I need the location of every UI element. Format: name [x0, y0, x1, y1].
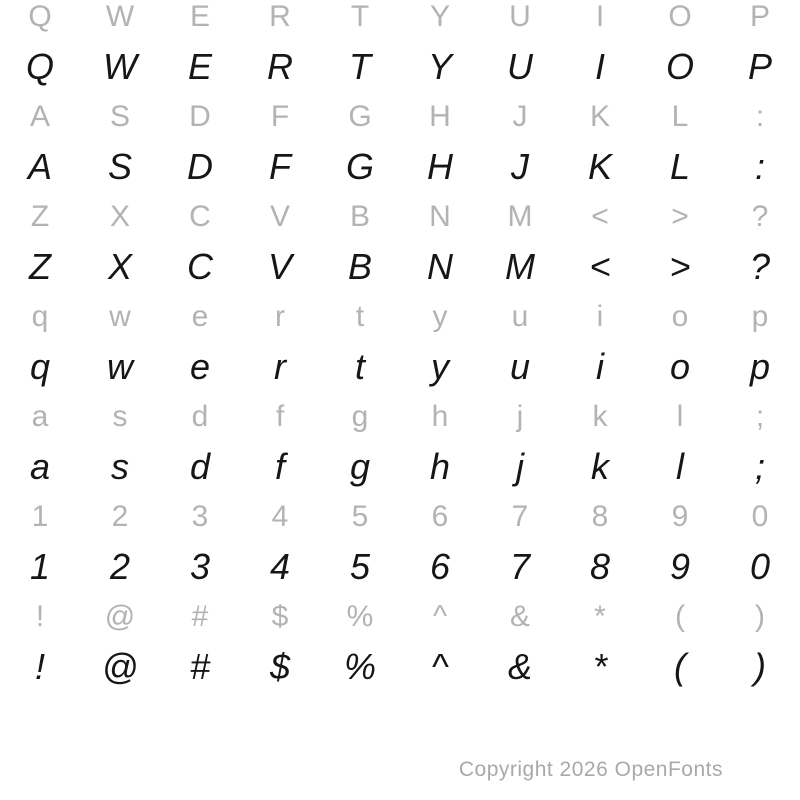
glyph-cell: O	[665, 46, 694, 87]
glyph-row-10	[0, 492, 800, 542]
glyph-cell: a	[31, 400, 49, 433]
glyph-row-11	[0, 542, 800, 592]
glyph-cell: 6	[429, 546, 451, 587]
glyph-cell: <	[589, 246, 611, 287]
glyph-cell: H	[427, 146, 453, 187]
glyph-cell: :	[754, 146, 765, 187]
glyph-cell: e	[189, 346, 211, 387]
glyph-cell: 5	[349, 546, 371, 587]
glyph-cell: A	[29, 100, 50, 133]
glyph-cell: ?	[751, 200, 769, 233]
glyph-cell: p	[749, 346, 771, 387]
glyph-cell: T	[349, 46, 371, 87]
glyph-cell: &	[507, 646, 532, 687]
glyph-cell: w	[107, 346, 133, 387]
glyph-cell: j	[516, 446, 524, 487]
glyph-cell: 9	[669, 546, 691, 587]
glyph-cell: Q	[28, 0, 52, 33]
glyph-cell: (	[675, 600, 685, 633]
glyph-cell: X	[109, 200, 130, 233]
glyph-cell: t	[354, 346, 365, 387]
glyph-cell: 7	[511, 500, 529, 533]
glyph-row-9	[0, 442, 800, 492]
glyph-cell: k	[592, 400, 608, 433]
glyph-row-12	[0, 592, 800, 642]
glyph-cell: )	[754, 646, 766, 687]
glyph-cell: 3	[189, 546, 211, 587]
glyph-cell: d	[189, 446, 211, 487]
glyph-cell: E	[189, 0, 210, 33]
glyph-cell: 8	[591, 500, 609, 533]
glyph-cell: J	[511, 146, 529, 187]
glyph-cell: 0	[749, 546, 771, 587]
glyph-cell: >	[671, 200, 689, 233]
glyph-cell: D	[189, 100, 211, 133]
glyph-cell: d	[191, 400, 209, 433]
glyph-row-13	[0, 642, 800, 692]
glyph-cell: <	[591, 200, 609, 233]
copyright-text: Copyright 2026 OpenFonts	[458, 758, 723, 781]
glyph-cell: Q	[25, 46, 54, 87]
glyph-cell: y	[432, 300, 448, 333]
glyph-row-2	[0, 92, 800, 142]
glyph-cell: s	[111, 446, 129, 487]
glyph-cell: o	[669, 346, 691, 387]
glyph-cell: t	[355, 300, 365, 333]
glyph-cell: 6	[431, 500, 449, 533]
glyph-cell: R	[269, 0, 291, 33]
glyph-cell: o	[671, 300, 689, 333]
glyph-cell: >	[669, 246, 691, 287]
glyph-cell: )	[755, 600, 765, 633]
glyph-cell: h	[431, 400, 449, 433]
glyph-cell: f	[275, 400, 285, 433]
glyph-cell: (	[674, 646, 686, 687]
glyph-cell: U	[509, 0, 531, 33]
glyph-cell: F	[269, 146, 291, 187]
glyph-row-4	[0, 192, 800, 242]
glyph-cell: I	[595, 0, 605, 33]
glyph-cell: 1	[29, 546, 51, 587]
glyph-cell: E	[187, 46, 212, 87]
glyph-cell: i	[596, 300, 604, 333]
glyph-cell: X	[107, 246, 132, 287]
glyph-cell: 5	[351, 500, 369, 533]
glyph-cell: u	[509, 346, 531, 387]
glyph-cell: a	[29, 446, 51, 487]
glyph-cell: J	[512, 100, 528, 133]
glyph-cell: Y	[429, 0, 450, 33]
glyph-cell: O	[668, 0, 692, 33]
glyph-cell: L	[671, 100, 689, 133]
glyph-cell: K	[589, 100, 610, 133]
glyph-cell: C	[189, 200, 211, 233]
glyph-cell: G	[345, 146, 374, 187]
glyph-cell: &	[509, 600, 530, 633]
glyph-cell: F	[270, 100, 290, 133]
glyph-cell: @	[101, 646, 139, 687]
glyph-cell: f	[274, 446, 285, 487]
glyph-cell: W	[103, 46, 137, 87]
glyph-cell: r	[274, 346, 286, 387]
glyph-cell: !	[35, 600, 45, 633]
glyph-row-8	[0, 392, 800, 442]
glyph-cell: @	[104, 600, 136, 633]
glyph-cell: B	[347, 246, 372, 287]
glyph-row-5	[0, 242, 800, 292]
glyph-cell: k	[591, 446, 609, 487]
glyph-row-3	[0, 142, 800, 192]
glyph-cell: w	[109, 300, 131, 333]
glyph-cell: ?	[749, 246, 771, 287]
glyph-cell: 4	[271, 500, 289, 533]
glyph-cell: u	[511, 300, 529, 333]
glyph-cell: q	[31, 300, 49, 333]
glyph-cell: I	[594, 46, 605, 87]
glyph-cell: G	[348, 100, 372, 133]
glyph-cell: V	[267, 246, 292, 287]
glyph-cell: ;	[754, 446, 765, 487]
glyph-cell: W	[105, 0, 135, 33]
glyph-cell: N	[427, 246, 453, 287]
glyph-cell: p	[751, 300, 769, 333]
glyph-cell: ;	[755, 400, 765, 433]
glyph-cell: g	[351, 400, 369, 433]
glyph-cell: Y	[427, 46, 452, 87]
glyph-cell: !	[34, 646, 45, 687]
glyph-cell: 3	[191, 500, 209, 533]
glyph-cell: #	[189, 646, 211, 687]
glyph-cell: S	[109, 100, 130, 133]
glyph-cell: s	[112, 400, 128, 433]
glyph-cell: ^	[432, 600, 448, 633]
glyph-cell: H	[429, 100, 451, 133]
glyph-cell: y	[431, 346, 449, 387]
glyph-cell: l	[676, 446, 684, 487]
glyph-cell: $	[269, 646, 291, 687]
glyph-cell: 1	[31, 500, 49, 533]
glyph-cell: C	[187, 246, 213, 287]
glyph-cell: *	[592, 646, 607, 687]
glyph-cell: P	[749, 0, 770, 33]
glyph-cell: j	[516, 400, 524, 433]
glyph-cell: %	[346, 600, 374, 633]
glyph-cell: D	[187, 146, 213, 187]
glyph-cell: 9	[671, 500, 689, 533]
glyph-cell: L	[669, 146, 691, 187]
glyph-cell: 2	[111, 500, 129, 533]
glyph-cell: #	[191, 600, 209, 633]
glyph-cell: $	[271, 600, 289, 633]
glyph-cell: h	[429, 446, 451, 487]
glyph-cell: g	[349, 446, 371, 487]
glyph-row-1	[0, 42, 800, 92]
glyph-cell: e	[191, 300, 209, 333]
glyph-cell: U	[507, 46, 533, 87]
glyph-cell: %	[343, 646, 376, 687]
glyph-cell: V	[269, 200, 290, 233]
glyph-cell: K	[587, 146, 612, 187]
glyph-cell: S	[107, 146, 132, 187]
glyph-cell: R	[267, 46, 293, 87]
glyph-cell: Z	[29, 246, 51, 287]
glyph-cell: 8	[589, 546, 611, 587]
glyph-cell: T	[350, 0, 370, 33]
glyph-cell: l	[676, 400, 684, 433]
glyph-cell: N	[429, 200, 451, 233]
glyph-cell: 2	[109, 546, 131, 587]
glyph-cell: A	[27, 146, 52, 187]
glyph-cell: r	[275, 300, 285, 333]
glyph-cell: 0	[751, 500, 769, 533]
glyph-cell: ^	[431, 646, 449, 687]
glyph-cell: 7	[509, 546, 531, 587]
glyph-cell: P	[747, 46, 772, 87]
glyph-cell: Z	[30, 200, 50, 233]
glyph-cell: M	[507, 200, 533, 233]
glyph-cell: *	[594, 600, 606, 633]
glyph-cell: i	[596, 346, 604, 387]
glyph-row-0	[0, 0, 800, 42]
glyph-cell: q	[29, 346, 51, 387]
glyph-cell: :	[755, 100, 765, 133]
glyph-cell: B	[349, 200, 370, 233]
glyph-cell: 4	[269, 546, 291, 587]
glyph-row-7	[0, 342, 800, 392]
glyph-row-6	[0, 292, 800, 342]
glyph-cell: M	[505, 246, 535, 287]
